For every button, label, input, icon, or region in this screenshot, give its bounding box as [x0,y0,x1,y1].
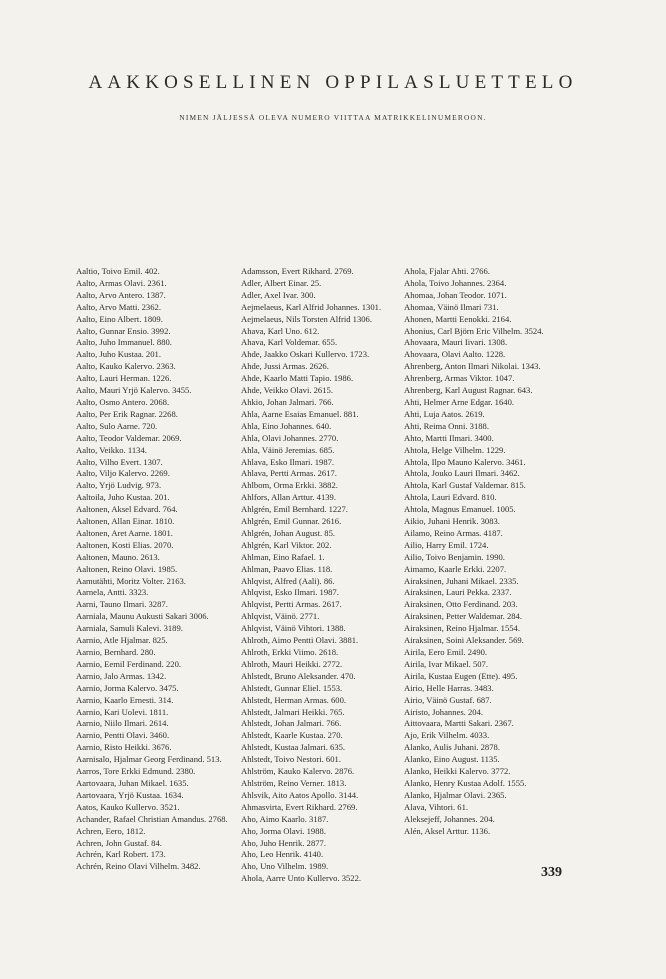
student-entry: Aamutähti, Moritz Volter. 2163. [76,575,186,586]
student-entry: Ahlström, Kauko Kalervo. 2876. [241,766,355,777]
student-entry: Aalto, Armas Olavi. 2361. [76,277,167,288]
student-entry: Aaltonen, Mauno. 2613. [76,551,160,562]
student-entry: Ahtola, Helge Vilhelm. 1229. [404,444,506,455]
student-entry: Aho, Uno Vilhelm. 1989. [241,861,329,872]
student-entry: Ahlqvist, Väinö. 2771. [241,611,320,622]
student-entry: Aarros, Tore Erkki Edmund. 2380. [76,766,196,777]
student-entry: Ailio, Harry Emil. 1724. [404,539,489,550]
student-entry: Ahla, Väinö Jeremias. 685. [241,444,335,455]
student-entry: Adler, Albert Einar. 25. [241,277,322,288]
student-entry: Aalto, Yrjö Ludvig. 973. [76,480,162,491]
student-entry: Aalto, Eino Albert. 1809. [76,313,163,324]
student-entry: Aalto, Lauri Herman. 1226. [76,373,172,384]
student-entry: Ahtola, Lauri Edvard. 810. [404,492,497,503]
student-entry: Alén, Aksel Arttur. 1136. [404,825,491,836]
student-entry: Aaltonen, Kosti Elias. 2070. [76,539,174,550]
student-entry: Ahtola, Ilpo Mauno Kalervo. 3461. [404,456,526,467]
student-entry: Alanko, Aulis Juhani. 2878. [404,742,500,753]
page-number: 339 [541,865,562,880]
student-entry: Airaksinen, Petter Waldemar. 284. [404,611,522,622]
student-entry: Alanko, Heikki Kalervo. 3772. [404,766,511,777]
student-entry: Aalto, Per Erik Ragnar. 2268. [76,408,178,419]
student-entry: Aaltio, Toivo Emil. 402. [76,266,160,276]
student-entry: Ahomaa, Johan Teodor. 1071. [404,289,507,300]
student-entry: Aarniala, Maunu Aukusti Sakari 3006. [76,611,209,622]
student-entry: Ahlstedt, Jalmari Heikki. 765. [241,706,345,717]
student-entry: Aimamo, Kaarle Erkki. 2207. [404,563,507,574]
page-subtitle: NIMEN JÄLJESSÄ OLEVA NUMERO VIITTAA MATRIKKELINUMEROON. [179,113,487,122]
student-entry: Ahlqvist, Esko Ilmari. 1987. [241,587,339,598]
student-entry: Ahlman, Paavo Elias. 118. [241,563,333,574]
student-entry: Ahlstedt, Bruno Aleksander. 470. [241,670,356,681]
student-entry: Aarnisalo, Hjalmar Georg Ferdinand. 513. [76,754,222,765]
student-entry: Adler, Axel Ivar. 300. [241,289,316,300]
student-entry: Aalto, Juho Kustaa. 201. [76,349,161,360]
name-column-2 [241,266,398,885]
student-entry: Aejmelaeus, Karl Alfrid Johannes. 1301. [241,301,382,312]
student-entry: Ahlgrén, Johan August. 85. [241,527,336,538]
student-entry: Aittovaara, Martti Sakari. 2367. [404,718,514,729]
student-entry: Achren, Eero, 1812. [76,825,146,836]
student-entry: Ahlroth, Aimo Pentti Olavi. 3881. [241,635,359,646]
student-entry: Ahlava, Pertti Armas. 2617. [241,468,337,479]
student-entry: Airaksinen, Reino Hjalmar. 1554. [404,623,520,634]
student-entry: Aikio, Juhani Henrik. 3083. [404,516,500,527]
student-entry: Ahtola, Karl Gustaf Valdemar. 815. [404,480,526,491]
student-entry: Ailio, Toivo Benjamin. 1990. [404,551,505,562]
student-entry: Ahrenberg, Armas Viktor. 1047. [404,373,515,384]
student-entry: Ahtola, Magnus Emanuel. 1005. [404,504,516,515]
student-entry: Ahlqvist, Väinö Vihtori. 1388. [241,623,346,634]
student-entry: Ahola, Toivo Johannes. 2364. [404,277,507,288]
student-entry: Aarniala, Samuli Kalevi. 3189. [76,623,183,634]
student-entry: Aalto, Osmo Antero. 2068. [76,396,170,407]
student-entry: Aejmelaeus, Nils Torsten Alfrid 1306. [241,313,372,324]
student-entry: Ahde, Kaarlo Matti Tapio. 1986. [241,373,354,384]
student-entry: Ahde, Jaakko Oskari Kullervo. 1723. [241,349,370,360]
student-entry: Ahrenberg, Anton Ilmari Nikolai. 1343. [404,361,541,372]
student-entry: Ahola, Aarre Unto Kullervo. 3522. [241,873,362,884]
student-entry: Aalto, Kauko Kalervo. 2363. [76,361,176,372]
student-entry: Aaltonen, Allan Einar. 1810. [76,516,175,527]
student-entry: Achander, Rafael Christian Amandus. 2768. [76,813,228,824]
student-entry: Ahkio, Johan Jalmari. 766. [241,396,334,407]
student-entry: Aalto, Vilho Evert. 1307. [76,456,163,467]
student-entry: Ahlstedt, Kustaa Jalmari. 635. [241,742,346,753]
student-entry: Ahlgrén, Karl Viktor. 202. [241,539,332,550]
student-entry: Aarnio, Eemil Ferdinand. 220. [76,658,182,669]
student-entry: Alanko, Eino August. 1135. [404,754,500,765]
student-entry: Ahto, Martti Ilmari. 3400. [404,432,494,443]
student-entry: Aalto, Sulo Aarne. 720. [76,420,158,431]
student-entry: Achren, John Gustaf. 84. [76,837,162,848]
student-entry: Aalto, Viljo Kalervo. 2269. [76,468,170,479]
student-entry: Ahlqvist, Pertti Armas. 2617. [241,599,342,610]
student-entry: Aarnio, Bernhard. 280. [76,647,156,657]
student-entry: Ahla, Aarne Esaias Emanuel. 881. [241,408,359,419]
student-entry: Aarni, Tauno Ilmari. 3287. [76,599,168,610]
student-entry: Ahlstedt, Herman Armas. 600. [241,694,347,705]
student-entry: Airio, Väinö Gustaf. 687. [404,694,492,705]
student-entry: Ahti, Luja Aatos. 2619. [404,408,485,419]
student-entry: Ahlfors, Allan Arttur. 4139. [241,492,337,503]
student-entry: Ahlstedt, Toivo Nestori. 601. [241,754,341,765]
student-entry: Aalto, Arvo Antero. 1387. [76,289,166,300]
student-entry: Aho, Aimo Kaarlo. 3187. [241,813,329,824]
student-entry: Ahlstedt, Kaarle Kustaa. 270. [241,730,343,741]
student-entry: Aalto, Veikko. 1134. [76,444,147,455]
page-title: AAKKOSELLINEN OPPILASLUETTELO [88,72,578,93]
student-entry: Alava, Vihtori. 61. [404,801,469,812]
student-entry: Ahti, Reima Onni. 3188. [404,420,489,431]
student-entry: Airaksinen, Lauri Pekka. 2337. [404,587,512,598]
student-entry: Airila, Eero Emil. 2490. [404,647,488,657]
student-entry: Aarnio, Jalo Armas. 1342. [76,670,167,681]
student-entry: Aatos, Kauko Kullervo. 3521. [76,801,180,812]
student-entry: Ahlstedt, Johan Jalmari. 766. [241,718,342,729]
student-entry: Ahde, Jussi Armas. 2626. [241,361,329,372]
student-entry: Ahlroth, Erkki Viimo. 2618. [241,647,339,657]
student-entry: Ahlroth, Mauri Heikki. 2772. [241,658,343,669]
student-entry: Aartovaara, Yrjö Kustaa. 1634. [76,789,184,800]
student-entry: Airio, Helle Harras. 3483. [404,682,494,693]
student-entry: Ahlstedt, Gunnar Eliel. 1553. [241,682,343,693]
student-entry: Airila, Ivar Mikael. 507. [404,658,489,669]
student-entry: Ahlbom, Orma Erkki. 3882. [241,480,338,491]
student-entry: Ahmasvirta, Evert Rikhard. 2769. [241,801,358,812]
student-entry: Ahava, Karl Voldemar. 655. [241,337,338,348]
student-entry: Aarnio, Niilo Ilmari. 2614. [76,718,169,729]
student-entry: Ahonen, Martti Eenokki. 2164. [404,313,512,324]
student-entry: Ahlava, Esko Ilmari. 1987. [241,456,335,467]
student-entry: Ahtola, Jouko Lauri Ilmari. 3462. [404,468,520,479]
student-entry: Aarnio, Kaarlo Ernesti. 314. [76,694,174,705]
student-entry: Ahonius, Carl Björn Eric Vilhelm. 3524. [404,325,544,336]
student-entry: Airisto, Johannes. 204. [404,706,484,717]
name-column-3 [404,266,567,838]
student-entry: Aalto, Gunnar Ensio. 3992. [76,325,171,336]
student-entry: Ahovaara, Olavi Aalto. 1228. [404,349,506,360]
student-entry: Aalto, Mauri Yrjö Kalervo. 3455. [76,385,192,396]
student-entry: Ahrenberg, Karl August Ragnar. 643. [404,385,533,396]
name-column-1 [76,266,234,873]
student-entry: Achrén, Karl Robert. 173. [76,849,166,860]
student-entry: Ahlman, Eino Rafael. 1. [241,551,325,562]
student-entry: Ahava, Karl Uno. 612. [241,325,320,336]
student-entry: Aho, Juho Henrik. 2877. [241,837,326,848]
student-entry: Aarnio, Pentti Olavi. 3460. [76,730,170,741]
student-entry: Ailamo, Reino Armas. 4187. [404,527,503,538]
student-entry: Aalto, Arvo Matti. 2362. [76,301,161,312]
student-entry: Aho, Leo Henrik. 4140. [241,849,324,860]
student-entry: Airila, Kustaa Eugen (Ette). 495. [404,670,518,681]
student-entry: Aleksejeff, Johannes. 204. [404,813,495,824]
student-entry: Aaltonen, Aret Aarne. 1801. [76,527,173,538]
student-entry: Aaltonen, Reino Olavi. 1985. [76,563,178,574]
student-entry: Aarnio, Jorma Kalervo. 3475. [76,682,179,693]
student-entry: Aho, Jorma Olavi. 1988. [241,825,326,836]
student-entry: Ajo, Erik Vilhelm. 4033. [404,730,490,741]
student-entry: Aalto, Teodor Valdemar. 2069. [76,432,182,443]
student-entry: Ahlgrén, Emil Gunnar. 2616. [241,516,342,527]
student-entry: Ahovaara, Mauri Iivari. 1308. [404,337,508,348]
student-entry: Alanko, Henry Kustaa Adolf. 1555. [404,777,527,788]
student-entry: Ahlsvik, Aito Aatos Apollo. 3144. [241,789,359,800]
student-entry: Ahde, Veikko Olavi. 2615. [241,385,333,396]
student-entry: Aalto, Juho Immanuel. 880. [76,337,172,348]
student-entry: Ahlqvist, Alfred (Aali). 86. [241,575,335,586]
student-entry: Aarnio, Kari Uolevi. 1811. [76,706,169,717]
student-entry: Achrén, Reino Olavi Vilhelm. 3482. [76,861,201,872]
student-entry: Aaltonen, Aksel Edvard. 764. [76,504,178,515]
student-entry: Airaksinen, Otto Ferdinand. 203. [404,599,518,610]
student-entry: Ahlgrén, Emil Bernhard. 1227. [241,504,348,515]
student-entry: Aarnio, Atle Hjalmar. 825. [76,635,168,646]
student-entry: Ahlström, Reino Verner. 1813. [241,777,347,788]
student-entry: Aartovaara, Juhan Mikael. 1635. [76,777,189,788]
student-entry: Airaksinen, Juhani Mikael. 2335. [404,575,519,586]
student-entry: Adamsson, Evert Rikhard. 2769. [241,266,354,276]
student-entry: Alanko, Hjalmar Olavi. 2365. [404,789,507,800]
student-entry: Ahla, Eino Johannes. 640. [241,420,332,431]
student-entry: Airaksinen, Soini Aleksander. 569. [404,635,524,646]
student-entry: Ahti, Helmer Arne Edgar. 1640. [404,396,515,407]
student-entry: Ahola, Fjalar Ahti. 2766. [404,266,490,276]
student-entry: Ahomaa, Väinö Ilmari 731. [404,301,499,312]
student-entry: Aarnio, Risto Heikki. 3676. [76,742,172,753]
student-entry: Ahla, Olavi Johannes. 2770. [241,432,339,443]
student-entry: Aarnela, Antti. 3323. [76,587,149,598]
student-entry: Aaltoila, Juho Kustaa. 201. [76,492,170,503]
